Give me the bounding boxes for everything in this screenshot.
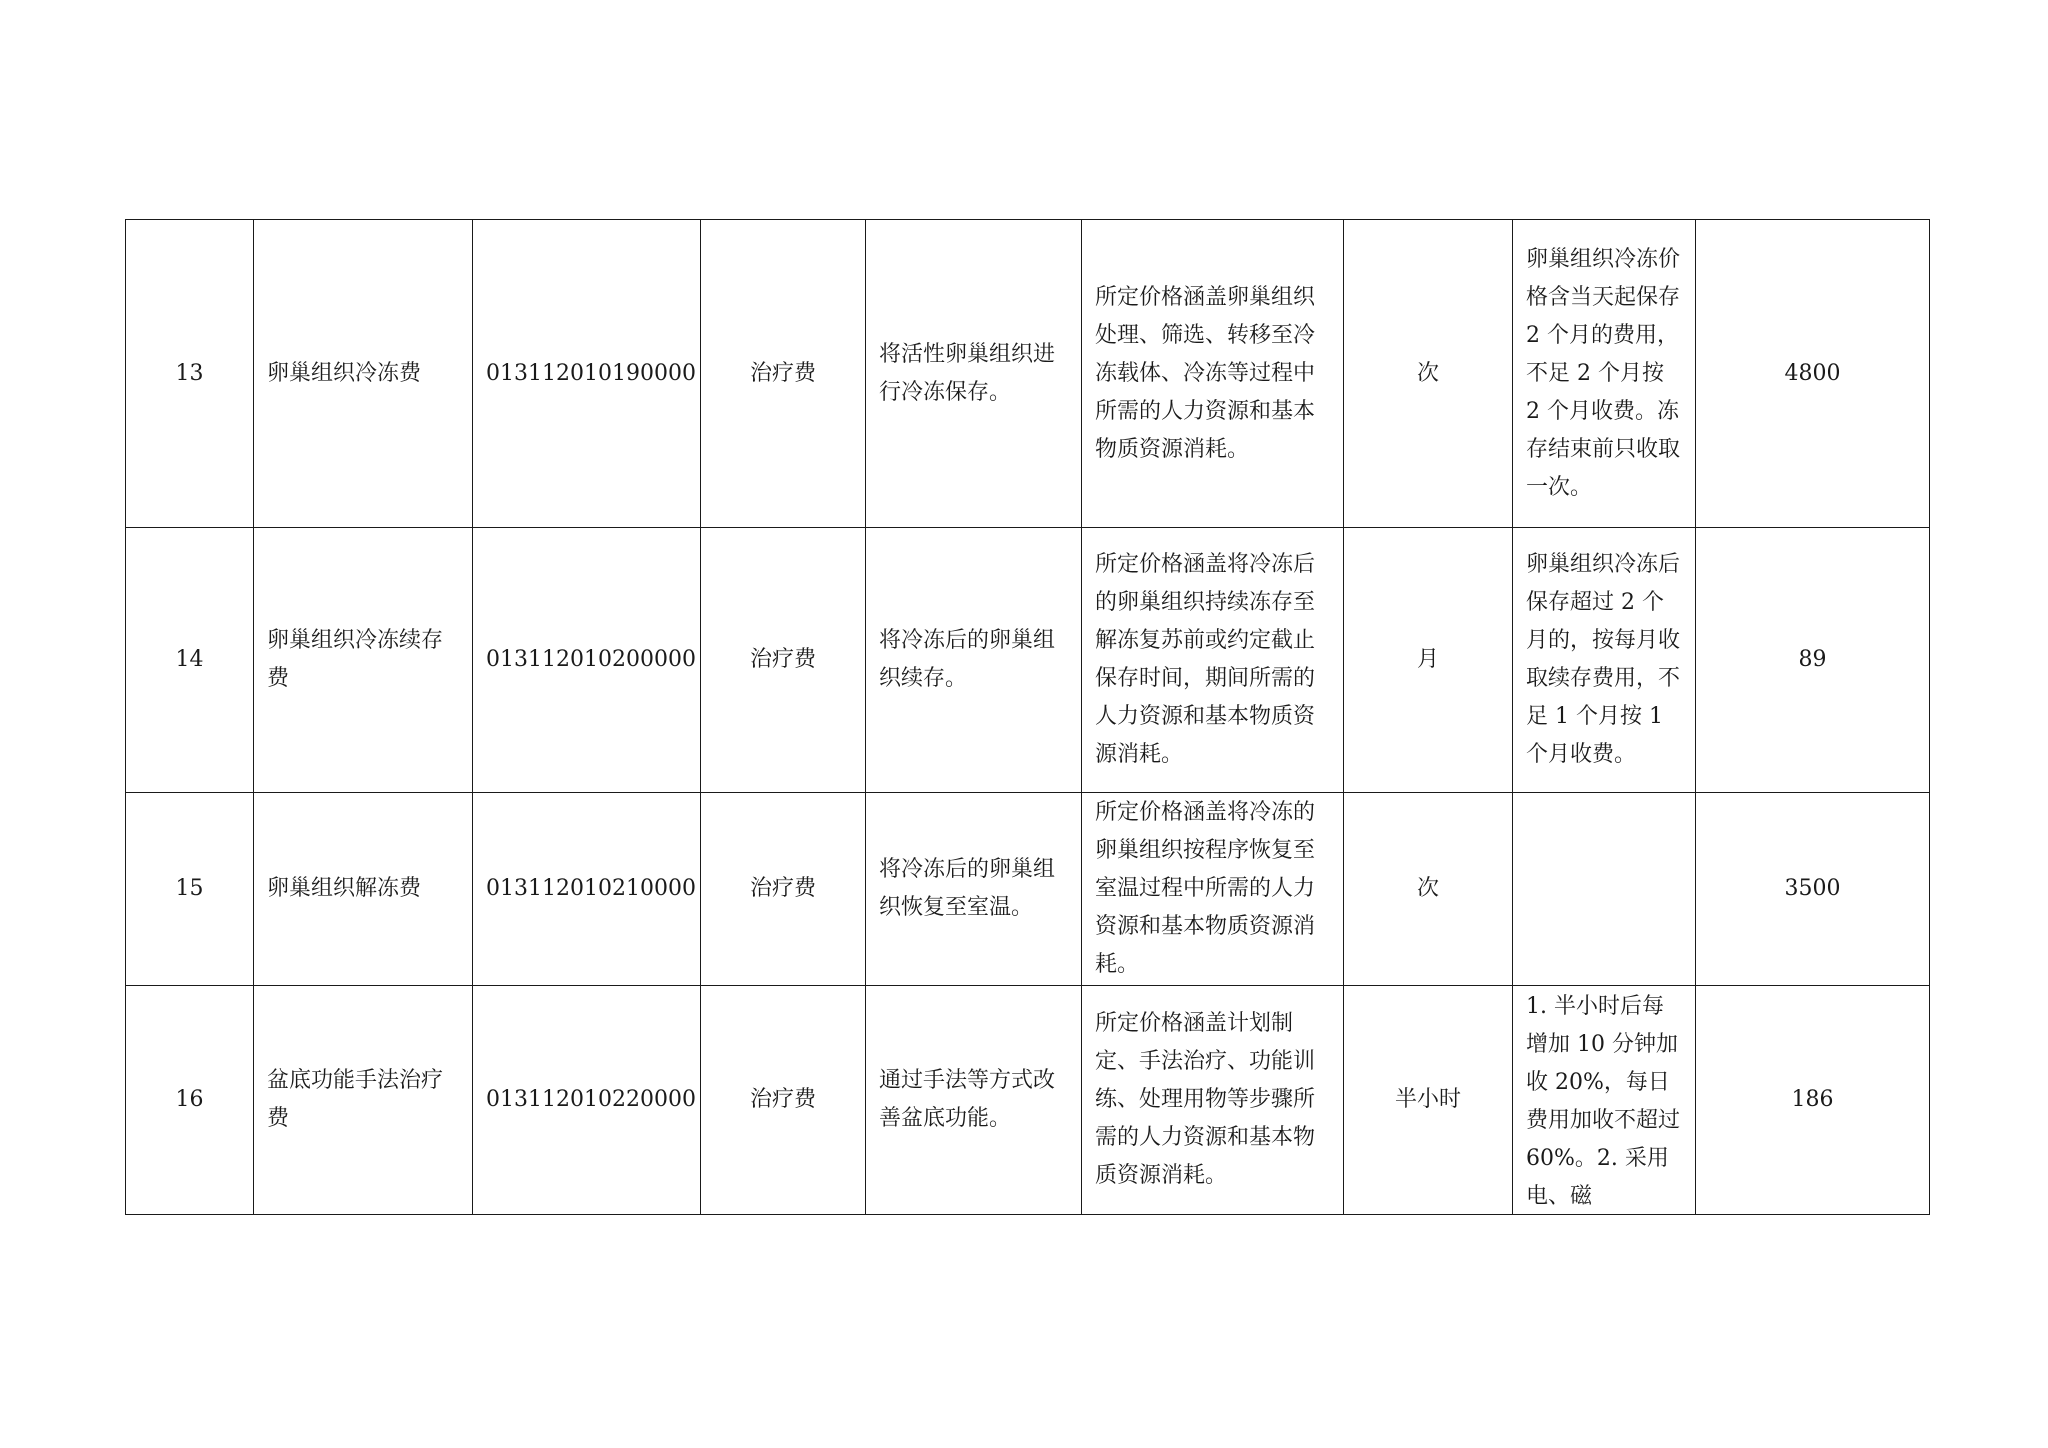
table-row bbox=[126, 986, 1930, 1215]
notes: 卵巢组织冷冻后保存超过 2 个月的，按每月收取续存费用，不足 1 个月按 1 个月收费。 bbox=[1513, 528, 1696, 793]
notes: 卵巢组织冷冻价格含当天起保存 2 个月的费用，不足 2 个月按 2 个月收费。冻存结束前只收取一次。 bbox=[1513, 220, 1696, 528]
medical-fee-table bbox=[125, 219, 1930, 1215]
price: 89 bbox=[1696, 528, 1930, 793]
price: 4800 bbox=[1696, 220, 1930, 528]
table-row bbox=[126, 528, 1930, 793]
price: 186 bbox=[1696, 986, 1930, 1215]
row-index: 15 bbox=[126, 793, 254, 986]
item-category: 治疗费 bbox=[701, 986, 866, 1215]
service-content: 将冷冻后的卵巢组织恢复至室温。 bbox=[866, 793, 1082, 986]
item-category: 治疗费 bbox=[701, 793, 866, 986]
item-code: 013112010210000 bbox=[473, 793, 701, 986]
row-index: 14 bbox=[126, 528, 254, 793]
table-row bbox=[126, 220, 1930, 528]
item-name: 卵巢组织冷冻费 bbox=[254, 220, 473, 528]
item-code: 013112010190000 bbox=[473, 220, 701, 528]
pricing-unit: 月 bbox=[1344, 528, 1513, 793]
item-name: 卵巢组织解冻费 bbox=[254, 793, 473, 986]
price-composition: 所定价格涵盖计划制定、手法治疗、功能训练、处理用物等步骤所需的人力资源和基本物质资源消耗。 bbox=[1082, 986, 1344, 1215]
row-index: 16 bbox=[126, 986, 254, 1215]
notes-cell bbox=[1513, 986, 1696, 1215]
price: 3500 bbox=[1696, 793, 1930, 986]
notes: 1. 半小时后每增加 10 分钟加收 20%，每日费用加收不超过 60%。2. 采用电、磁 bbox=[1526, 993, 1681, 1209]
service-content: 通过手法等方式改善盆底功能。 bbox=[866, 986, 1082, 1215]
service-content: 将活性卵巢组织进行冷冻保存。 bbox=[866, 220, 1082, 528]
service-content: 将冷冻后的卵巢组织续存。 bbox=[866, 528, 1082, 793]
price-composition: 所定价格涵盖将冷冻的卵巢组织按程序恢复至室温过程中所需的人力资源和基本物质资源消耗。 bbox=[1082, 793, 1344, 986]
price-composition: 所定价格涵盖将冷冻后的卵巢组织持续冻存至解冻复苏前或约定截止保存时间，期间所需的人力资源和基本物质资源消耗。 bbox=[1082, 528, 1344, 793]
table-row bbox=[126, 793, 1930, 986]
item-name: 卵巢组织冷冻续存费 bbox=[254, 528, 473, 793]
row-index: 13 bbox=[126, 220, 254, 528]
item-category: 治疗费 bbox=[701, 220, 866, 528]
item-name: 盆底功能手法治疗费 bbox=[254, 986, 473, 1215]
pricing-unit: 次 bbox=[1344, 793, 1513, 986]
item-code: 013112010220000 bbox=[473, 986, 701, 1215]
pricing-unit: 半小时 bbox=[1344, 986, 1513, 1215]
pricing-unit: 次 bbox=[1344, 220, 1513, 528]
price-composition: 所定价格涵盖卵巢组织处理、筛选、转移至冷冻载体、冷冻等过程中所需的人力资源和基本物质资源消耗。 bbox=[1082, 220, 1344, 528]
notes bbox=[1513, 793, 1696, 986]
item-code: 013112010200000 bbox=[473, 528, 701, 793]
item-category: 治疗费 bbox=[701, 528, 866, 793]
